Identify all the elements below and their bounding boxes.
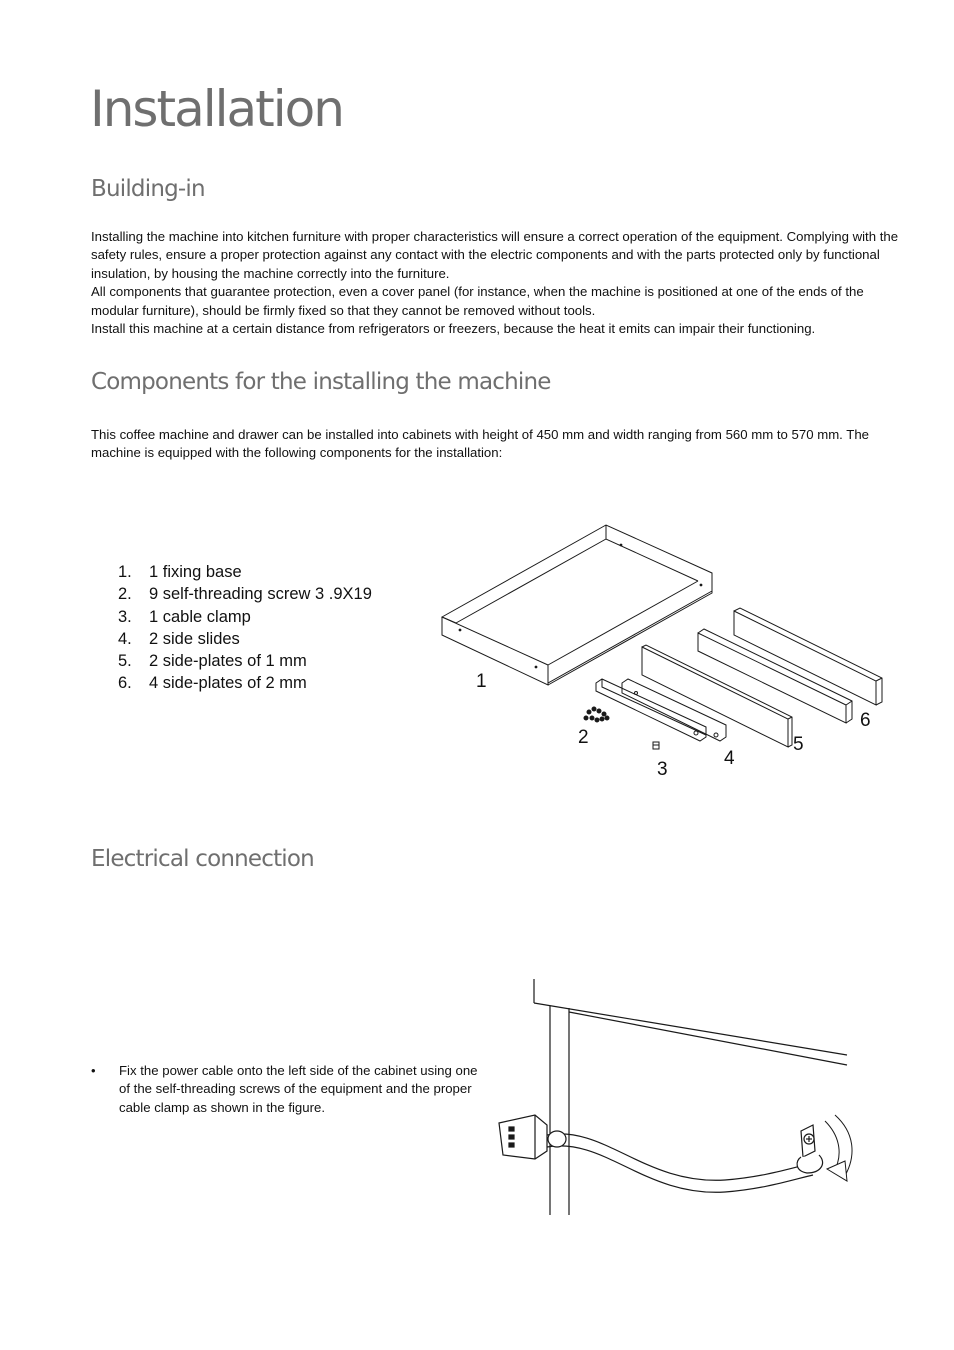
- list-number: 5.: [118, 652, 132, 671]
- list-item: [118, 583, 372, 605]
- callout-3: 3: [657, 759, 668, 780]
- cable-clamp-icon: [797, 1125, 823, 1173]
- list-item: [118, 672, 372, 694]
- power-cable-drawing: [547, 1134, 813, 1192]
- components-list: [118, 561, 372, 695]
- callout-4: 4: [724, 748, 735, 769]
- callout-5: 5: [793, 734, 804, 755]
- list-item: [118, 628, 372, 650]
- list-number: 1.: [118, 563, 132, 581]
- building-in-text: [91, 228, 913, 338]
- list-item: [118, 561, 372, 583]
- list-label: 4 side-plates of 2 mm: [149, 674, 307, 693]
- list-item: [118, 650, 372, 672]
- paragraph: This coffee machine and drawer can be installed into cabinets with height of 450 mm and width ranging from 560 mm to 570 mm. The machine is equipped with the following components for the installation:: [91, 427, 869, 461]
- cable-clamp-drawing: [653, 742, 659, 749]
- list-item: [118, 606, 372, 628]
- list-label: 1 cable clamp: [149, 607, 251, 626]
- bullet-marker: •: [91, 1063, 96, 1078]
- callout-1: 1: [476, 671, 487, 692]
- components-figure: [436, 515, 892, 781]
- screws-drawing: [584, 707, 609, 722]
- list-number: 3.: [118, 607, 132, 626]
- components-intro: [91, 426, 913, 463]
- bullet-text: Fix the power cable onto the left side of the cabinet using one of the self-threading screws of the equipment and the proper cable clamp as shown in the figure.: [119, 1063, 478, 1115]
- page-title: Installation: [90, 80, 343, 138]
- paragraph: Install this machine at a certain distance from refrigerators or freezers, because the heat it emits can impair their functioning.: [91, 321, 816, 337]
- paragraph: All components that guarantee protection, even a cover panel (for instance, when the machine is positioned at one of the ends of the modular furniture), should be firmly fixed so that they cannot be removed without tools.: [91, 284, 864, 318]
- paragraph: Installing the machine into kitchen furniture with proper characteristics will ensure a correct operation of the equipment. Complying with the safety rules, ensure a proper protection against any contact with the electric components and with the parts protected only by functional insulation, by housing the machine correctly into the furniture.: [91, 229, 899, 281]
- section-heading-electrical: Electrical connection: [91, 846, 314, 872]
- section-heading-components: Components for the installing the machine: [91, 369, 551, 395]
- section-heading-building-in: Building-in: [91, 176, 205, 202]
- bullet-item: [91, 1062, 486, 1117]
- callout-6: 6: [860, 710, 871, 731]
- arrow-icon: [825, 1115, 852, 1181]
- cabinet-drawing: [534, 979, 847, 1215]
- list-label: 2 side-plates of 1 mm: [149, 652, 307, 671]
- list-number: 2.: [118, 585, 132, 604]
- list-label: 9 self-threading screw 3 .9X19: [149, 585, 372, 604]
- list-label: 2 side slides: [149, 629, 240, 648]
- plug-icon: [499, 1115, 566, 1159]
- list-label: 1 fixing base: [149, 563, 242, 581]
- callout-2: 2: [578, 727, 589, 748]
- cable-figure: [495, 975, 865, 1220]
- list-number: 6.: [118, 674, 132, 693]
- list-number: 4.: [118, 629, 132, 648]
